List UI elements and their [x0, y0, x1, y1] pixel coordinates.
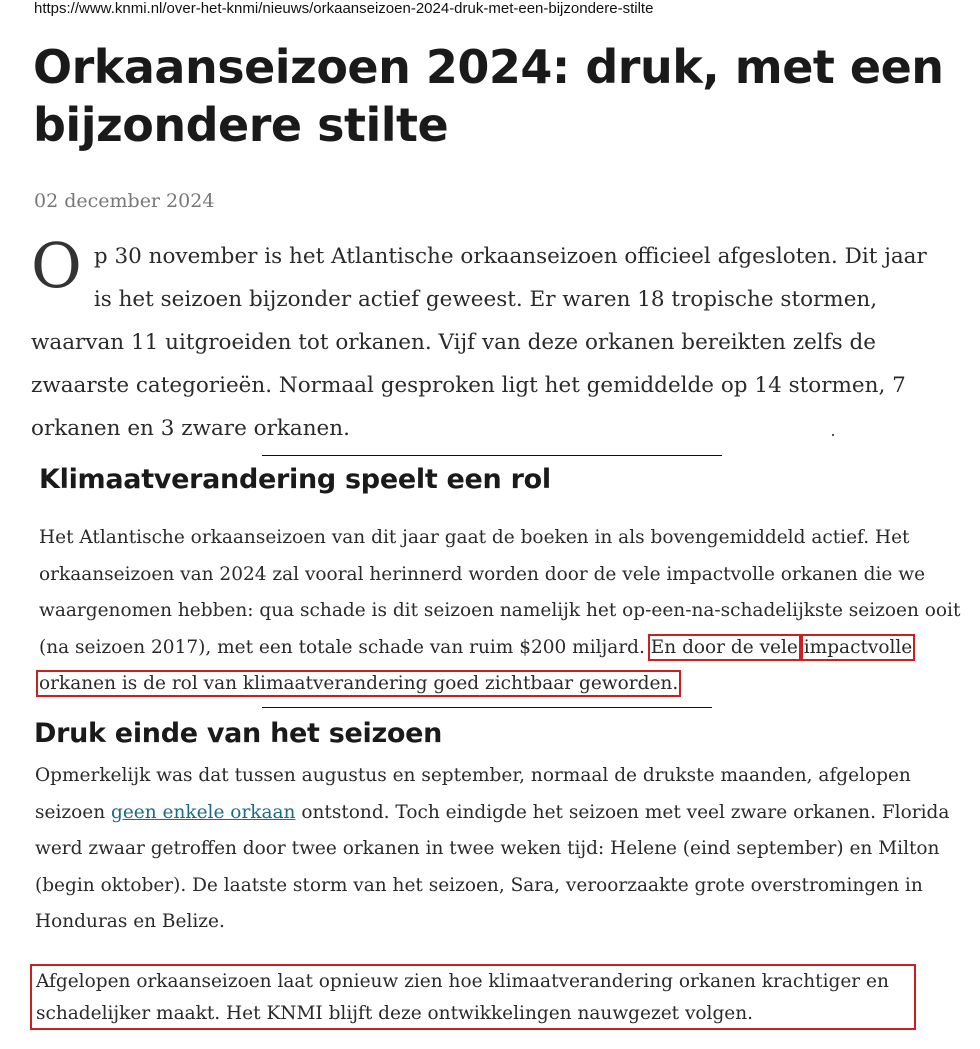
highlight-box-2: impactvolle orkanen is de rol van klimaatverandering goed zichtbaar geworden. [39, 636, 913, 694]
section1-heading: Klimaatverandering speelt een rol [39, 464, 551, 495]
conclusion-highlight-box [30, 964, 916, 1030]
divider-line [262, 707, 712, 708]
page-url: https://www.knmi.nl/over-het-knmi/nieuws/orkaanseizoen-2024-druk-met-een-bijzondere-stilte [34, 0, 654, 17]
geen-enkele-orkaan-link[interactable]: geen enkele orkaan [111, 801, 296, 823]
section2-text-after: ontstond. Toch eindigde het seizoen met veel zware orkanen. Florida werd zwaar getroffen door twee orkanen in twee weken tijd: Helene (eind september) en Milton (begin oktober). De laatste storm van het seizoen, Sara, veroorzaakte grote overstromingen in Honduras en Belize. [35, 801, 950, 932]
section1-text: Het Atlantische orkaanseizoen van dit jaar gaat de boeken in als bovengemiddeld actief. Het orkaanseizoen van 2024 zal vooral herinnerd worden door de vele impactvolle orkanen die we waargenomen hebben: qua schade is dit seizoen namelijk het op-een-na-schadelijkste seizoen ooit (na seizoen 2017), met een totale schade van ruim $200 miljard. [39, 527, 961, 658]
article-title: Orkaanseizoen 2024: druk, met een bijzondere stilte [33, 40, 944, 152]
article-intro [31, 229, 951, 450]
conclusion-text: Afgelopen orkaanseizoen laat opnieuw zien hoe klimaatverandering orkanen krachtiger en schadelijker maakt. Het KNMI blijft deze ontwikkelingen nauwgezet volgen. [36, 971, 889, 1024]
highlight-box-1: En door de vele [650, 636, 798, 658]
divider-line [262, 455, 722, 456]
intro-text: p 30 november is het Atlantische orkaanseizoen officieel afgesloten. Dit jaar is het seizoen bijzonder actief geweest. Er waren 18 tropische stormen, waarvan 11 uitgroeiden tot orkanen. Vijf van deze orkanen bereikten zelfs de zwaarste categorieën. Normaal gesproken ligt het gemiddelde op 14 stormen, 7 orkanen en 3 zware orkanen. [31, 244, 927, 441]
stray-dot [832, 434, 834, 436]
article-date: 02 december 2024 [34, 190, 215, 212]
intro-dropcap: O [31, 229, 82, 302]
section1-paragraph [39, 520, 969, 703]
section2-text-before: Opmerkelijk was dat tussen augustus en september, normaal de drukste maanden, afgelopen seizoen [35, 765, 911, 823]
section2-paragraph [35, 758, 970, 941]
section2-heading: Druk einde van het seizoen [34, 718, 443, 749]
